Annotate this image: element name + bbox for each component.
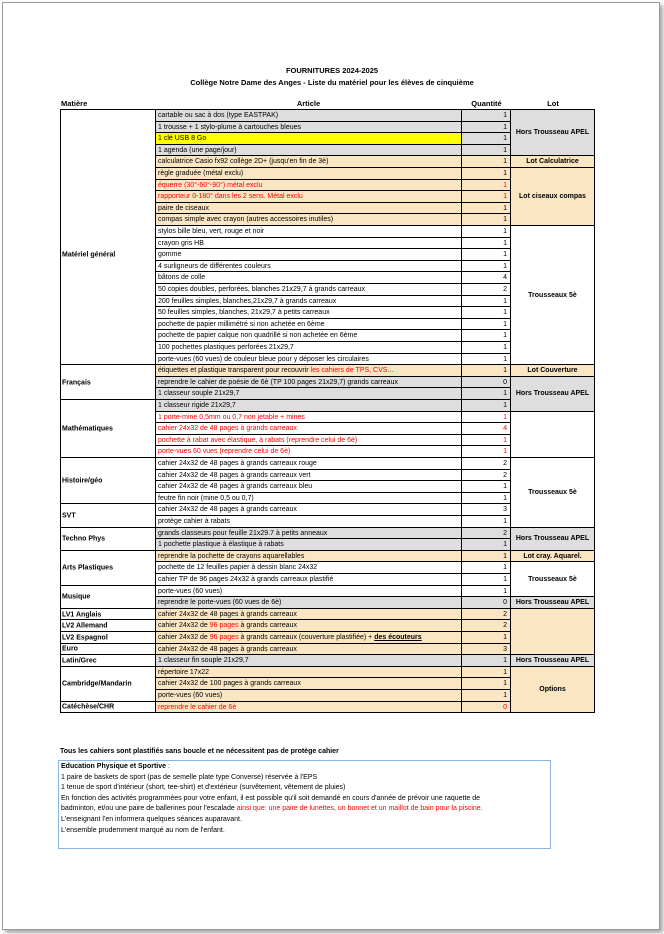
article-cell — [155, 388, 462, 400]
lot-cell: Lot cray. Aquarel. — [511, 551, 595, 563]
quantity-cell: 1 — [462, 412, 511, 424]
article-cell — [155, 284, 462, 296]
quantity-cell: 1 — [462, 296, 511, 308]
article-cell — [155, 261, 462, 273]
article-cell — [155, 551, 462, 563]
subject-label: Français — [62, 379, 91, 387]
article-cell — [155, 655, 462, 667]
article-cell — [155, 191, 462, 203]
article-cell — [155, 307, 462, 319]
quantity-cell: 1 — [462, 365, 511, 377]
quantity-cell: 1 — [462, 690, 511, 702]
article-cell — [155, 644, 462, 656]
article-text: cahier 24x32 de — [158, 634, 210, 641]
article-text: porte-vues 60 vues (reprendre celui de 6è) — [158, 448, 291, 456]
article-cell — [155, 272, 462, 284]
article-text: 50 copies doubles, perforées, blanches 21x29,7 à grands carreaux — [158, 286, 366, 293]
subject-group — [60, 655, 155, 667]
article-text: cahier 24x32 de 48 pages à grands carreaux — [158, 645, 297, 653]
article-text: 100 pochettes plastiques perforées 21x29,7 — [158, 344, 294, 351]
quantity-cell: 3 — [462, 504, 511, 516]
article-text: reprendre la pochette de crayons aquarellables — [158, 552, 305, 560]
quantity-cell: 2 — [462, 620, 511, 632]
subject-label: LV1 Anglais — [62, 611, 102, 619]
article-cell — [155, 574, 462, 586]
quantity-cell: 1 — [462, 562, 511, 574]
article-cell — [155, 516, 462, 528]
quantity-cell: 1 — [462, 354, 511, 366]
article-cell — [155, 122, 462, 134]
quantity-cell: 1 — [462, 214, 511, 226]
article-text: stylos bille bleu, vert, rouge et noir — [158, 228, 265, 235]
subject-label: Mathématiques — [62, 425, 113, 433]
article-text: cahier 24x32 de 48 pages à grands carreaux bleu — [158, 483, 313, 491]
quantity-cell: 1 — [462, 261, 511, 273]
article-text: 1 classeur fin souple 21x29,7 — [158, 657, 249, 665]
quantity-cell: 2 — [462, 528, 511, 540]
subject-label: Catéchèse/CHR — [62, 703, 115, 711]
article-cell — [155, 238, 462, 250]
eps-title: Education Physique et Sportive — [61, 763, 167, 770]
quantity-cell: 1 — [462, 168, 511, 180]
subject-group — [60, 609, 155, 621]
subject-group — [60, 400, 155, 458]
article-text: 4 surligneurs de différentes couleurs — [158, 262, 271, 270]
quantity-cell: 1 — [462, 574, 511, 586]
document-subtitle: Collège Notre Dame des Anges - Liste du matériel pour les élèves de cinquième — [190, 78, 474, 87]
article-text: reprendre le porte-vues (60 vues de 6è) — [158, 599, 282, 607]
article-cell — [155, 702, 462, 714]
article-text: cahier 24x32 de 48 pages à grands carreaux rouge — [158, 460, 317, 467]
quantity-cell: 4 — [462, 272, 511, 284]
quantity-cell: 0 — [462, 702, 511, 714]
article-text: cahier 24x32 de 48 pages à grands carreaux — [158, 425, 297, 433]
subject-label: SVT — [62, 512, 76, 520]
subject-group — [60, 458, 155, 504]
quantity-cell: 1 — [462, 446, 511, 458]
table-top-border — [60, 109, 595, 110]
quantity-cell: 1 — [462, 226, 511, 238]
article-cell — [155, 586, 462, 598]
quantity-cell: 1 — [462, 539, 511, 551]
subject-group — [60, 528, 155, 551]
eps-title-suffix: : — [166, 763, 170, 770]
article-text: 1 agenda (une page/jour) — [158, 146, 237, 154]
article-cell — [155, 354, 462, 366]
article-text: paire de ciseaux — [158, 204, 209, 212]
eps-line-5: L'enseignant l'en informera quelques séances auparavant. — [61, 815, 242, 823]
subject-label: LV2 Allemand — [62, 622, 108, 630]
article-cell — [155, 400, 462, 412]
quantity-cell: 1 — [462, 238, 511, 250]
article-text: 1 pochette plastique à élastique à rabats — [158, 541, 284, 549]
article-text-red: 96 pages — [209, 622, 239, 630]
lot-cell: Options — [511, 667, 595, 713]
article-cell — [155, 214, 462, 226]
quantity-cell: 1 — [462, 191, 511, 203]
article-text: reprendre le cahier de 6è — [158, 703, 237, 711]
lot-cell: Trousseaux 5è — [511, 226, 595, 365]
subject-label: Musique — [62, 593, 91, 601]
lot-cell: Hors Trousseau APEL — [511, 377, 595, 412]
eps-line-4a: badminton, et/ou une paire de ballerines pour l'escalade — [61, 805, 237, 813]
article-text: 1 classeur rigide 21x29,7 — [158, 402, 236, 409]
quantity-cell: 1 — [462, 516, 511, 528]
quantity-cell: 1 — [462, 388, 511, 400]
article-cell — [155, 435, 462, 447]
article-text: règle graduée (métal exclu) — [158, 170, 244, 177]
article-text: 50 feuilles simples, blanches, 21x29,7 à petits carreaux — [158, 309, 330, 317]
quantity-cell: 1 — [462, 667, 511, 679]
subject-group — [60, 632, 155, 644]
article-cell — [155, 470, 462, 482]
quantity-cell: 1 — [462, 330, 511, 342]
quantity-cell: 1 — [462, 307, 511, 319]
quantity-cell: 1 — [462, 435, 511, 447]
article-cell — [155, 168, 462, 180]
article-text: calculatrice Casio fx92 collège 2D+ (jusqu'en fin de 3è) — [158, 158, 329, 166]
quantity-cell: 1 — [462, 678, 511, 690]
article-cell — [155, 597, 462, 609]
article-text: pochette de papier calque non quadrillé si non achetée en 6ème — [158, 332, 358, 340]
header-matiere: Matière — [61, 99, 88, 108]
quantity-cell: 2 — [462, 284, 511, 296]
lot-cell — [511, 412, 595, 458]
subject-label: Arts Plastiques — [62, 564, 113, 572]
lot-cell: Trousseaux 5è — [511, 458, 595, 528]
article-cell — [155, 528, 462, 540]
article-text: feutre fin noir (mine 0,5 ou 0,7) — [158, 494, 254, 502]
quantity-cell: 2 — [462, 458, 511, 470]
article-text: 1 trousse + 1 stylo-plume à cartouches bleues — [158, 123, 301, 131]
subject-label: Euro — [62, 645, 78, 653]
article-text: équerre (30°-60°-90°) métal exclu — [158, 181, 263, 189]
article-cell — [155, 226, 462, 238]
article-text: cahier 24x32 de — [158, 622, 210, 630]
article-text: 1 classeur souple 21x29,7 — [158, 390, 240, 398]
eps-line-6: L'ensemble prudemment marqué au nom de l'enfant. — [61, 826, 225, 834]
article-text: reprendre le cahier de poésie de 6è (TP 100 pages 21x29,7) grands carreaux — [158, 378, 398, 386]
article-text-bold: des écouteurs — [374, 634, 422, 641]
article-text: 1 porte-mine 0,5mm ou 0,7 non jetable + mines — [158, 413, 305, 421]
subject-group — [60, 620, 155, 632]
quantity-cell: 2 — [462, 609, 511, 621]
article-cell — [155, 156, 462, 168]
lot-cell: Hors Trousseau APEL — [511, 655, 595, 667]
subject-group — [60, 110, 155, 365]
article-cell — [155, 110, 462, 122]
quantity-cell: 2 — [462, 470, 511, 482]
article-text: répertoire 17x22 — [158, 668, 209, 676]
quantity-cell: 1 — [462, 249, 511, 261]
article-cell — [155, 667, 462, 679]
quantity-cell: 4 — [462, 423, 511, 435]
article-text: crayon gris HB — [158, 239, 204, 247]
subject-group — [60, 667, 155, 702]
lot-cell: Lot Calculatrice — [511, 156, 595, 168]
article-cell — [155, 133, 462, 145]
article-cell — [155, 458, 462, 470]
lot-cell — [511, 609, 595, 655]
article-text: pochette à rabat avec élastique, à rabats (reprendre celui de 6è) — [158, 436, 358, 444]
article-cell — [155, 562, 462, 574]
eps-line-4b: ainsi que: une paire de lunettes, un bonnet et un maillot de bain pour la piscine. — [236, 805, 483, 813]
article-text: étiquettes et plastique transparent pour recouvrir — [158, 367, 311, 375]
article-cell — [155, 620, 462, 632]
quantity-cell: 1 — [462, 400, 511, 412]
eps-box — [58, 760, 551, 849]
lot-cell: Lot Couverture — [511, 365, 595, 377]
article-text: rapporteur 0-180° dans les 2 sens. Métal exclu — [158, 193, 303, 201]
article-text: cahier 24x32 de 100 pages à grands carreaux — [158, 680, 301, 688]
subject-group — [60, 644, 155, 656]
article-text: porte-vues (60 vues) — [158, 587, 223, 595]
subject-label: Techno Phys — [62, 535, 106, 543]
article-text: cartable ou sac à dos (type EASTPAK) — [158, 112, 279, 119]
article-text: 200 feuilles simples, blanches,21x29,7 à grands carreaux — [158, 297, 337, 305]
article-text-tail: à grands carreaux (couverture plastifiée) + — [238, 634, 375, 641]
subject-group — [60, 365, 155, 400]
article-cell — [155, 481, 462, 493]
header-lot: Lot — [547, 99, 559, 108]
article-text: porte-vues (60 vues) — [158, 692, 223, 699]
article-cell — [155, 319, 462, 331]
quantity-cell: 1 — [462, 586, 511, 598]
subject-group — [60, 586, 155, 609]
lot-cell: Hors Trousseau APEL — [511, 110, 595, 156]
article-text: grands classeurs pour feuille 21x29.7 à petits anneaux — [158, 529, 328, 537]
lot-cell: Hors Trousseau APEL — [511, 597, 595, 609]
quantity-cell: 1 — [462, 145, 511, 157]
article-cell — [155, 342, 462, 354]
article-cell — [155, 145, 462, 157]
article-text: cahier TP de 96 pages 24x32 à grands carreaux plastifié — [158, 576, 334, 583]
quantity-cell: 1 — [462, 342, 511, 354]
quantity-cell: 1 — [462, 655, 511, 667]
quantity-cell: 1 — [462, 551, 511, 563]
article-text-red: 96 pages — [209, 634, 239, 641]
article-cell — [155, 423, 462, 435]
article-text-tail: à grands carreaux — [238, 622, 297, 630]
subject-group — [60, 551, 155, 586]
quantity-cell: 1 — [462, 122, 511, 134]
quantity-cell: 0 — [462, 377, 511, 389]
eps-line-1: 1 paire de baskets de sport (pas de semelle plate type Converse) réservée à l'EPS — [61, 773, 318, 781]
quantity-cell: 1 — [462, 180, 511, 192]
article-cell — [155, 632, 462, 644]
article-cell — [155, 678, 462, 690]
lot-cell: Hors Trousseau APEL — [511, 528, 595, 551]
quantity-cell: 1 — [462, 133, 511, 145]
article-cell — [155, 504, 462, 516]
subject-label: LV2 Espagnol — [62, 634, 108, 642]
subject-label: Cambridge/Mandarin — [62, 680, 132, 688]
article-text: protège cahier à rabats — [158, 518, 230, 525]
quantity-cell: 1 — [462, 493, 511, 505]
article-cell — [155, 690, 462, 702]
article-cell — [155, 180, 462, 192]
subject-group — [60, 504, 155, 527]
subject-group — [60, 702, 155, 714]
header-quantite: Quantité — [471, 99, 502, 108]
quantity-cell: 1 — [462, 319, 511, 331]
article-text: gomme — [158, 251, 182, 259]
article-text: cahier 24x32 de 48 pages à grands carreaux — [158, 610, 297, 618]
article-cell — [155, 330, 462, 342]
subject-label: Matériel général — [62, 251, 116, 259]
article-text: porte-vues (60 vues) de couleur bleue pour y déposer les circulaires — [158, 355, 369, 363]
article-text: bâtons de colle — [158, 274, 206, 282]
article-text: cahier 24x32 de 48 pages à grands carreaux vert — [158, 471, 311, 479]
article-text: cahier 24x32 de 48 pages à grands carreaux — [158, 506, 297, 514]
quantity-cell: 0 — [462, 597, 511, 609]
eps-line-3: En fonction des activités programmées pour votre enfant, il est possible qu'il soit demandé en cours d'année de prévoir une raquette de — [61, 794, 481, 802]
subject-label: Latin/Grec — [62, 657, 97, 665]
header-article: Article — [296, 99, 321, 108]
article-text: pochette de papier millimétré si non achetée en 6ème — [158, 320, 325, 328]
eps-line-2: 1 tenue de sport d'intérieur (short, tee-shirt) et d'extérieur (survêtement, vêtement de pluies) — [61, 784, 346, 792]
article-cell — [155, 493, 462, 505]
quantity-cell: 1 — [462, 481, 511, 493]
lot-cell: Trousseaux 5è — [511, 562, 595, 597]
plastified-note: Tous les cahiers sont plastifiés sans boucle et ne nécessitent pas de protège cahier — [60, 748, 339, 755]
article-cell — [155, 539, 462, 551]
subject-label: Histoire/géo — [62, 477, 103, 485]
article-cell — [155, 365, 462, 377]
lot-cell: Lot ciseaux compas — [511, 168, 595, 226]
article-cell — [155, 412, 462, 424]
quantity-cell: 1 — [462, 632, 511, 644]
article-cell — [155, 249, 462, 261]
article-cell — [155, 446, 462, 458]
article-text: 1 clé USB 8 Go — [158, 135, 207, 143]
quantity-cell: 1 — [462, 110, 511, 122]
article-cell — [155, 377, 462, 389]
quantity-cell: 1 — [462, 203, 511, 215]
article-cell — [155, 203, 462, 215]
document-title: FOURNITURES 2024-2025 — [285, 66, 379, 75]
article-text-red: les cahiers de TPS, CVS... — [310, 367, 394, 375]
article-text: pochette de 12 feuilles papier à dessin blanc 24x32 — [158, 564, 318, 572]
quantity-cell: 1 — [462, 156, 511, 168]
quantity-cell: 3 — [462, 644, 511, 656]
article-cell — [155, 296, 462, 308]
article-cell — [155, 609, 462, 621]
article-text: compas simple avec crayon (autres accessoires inutiles) — [158, 216, 334, 224]
